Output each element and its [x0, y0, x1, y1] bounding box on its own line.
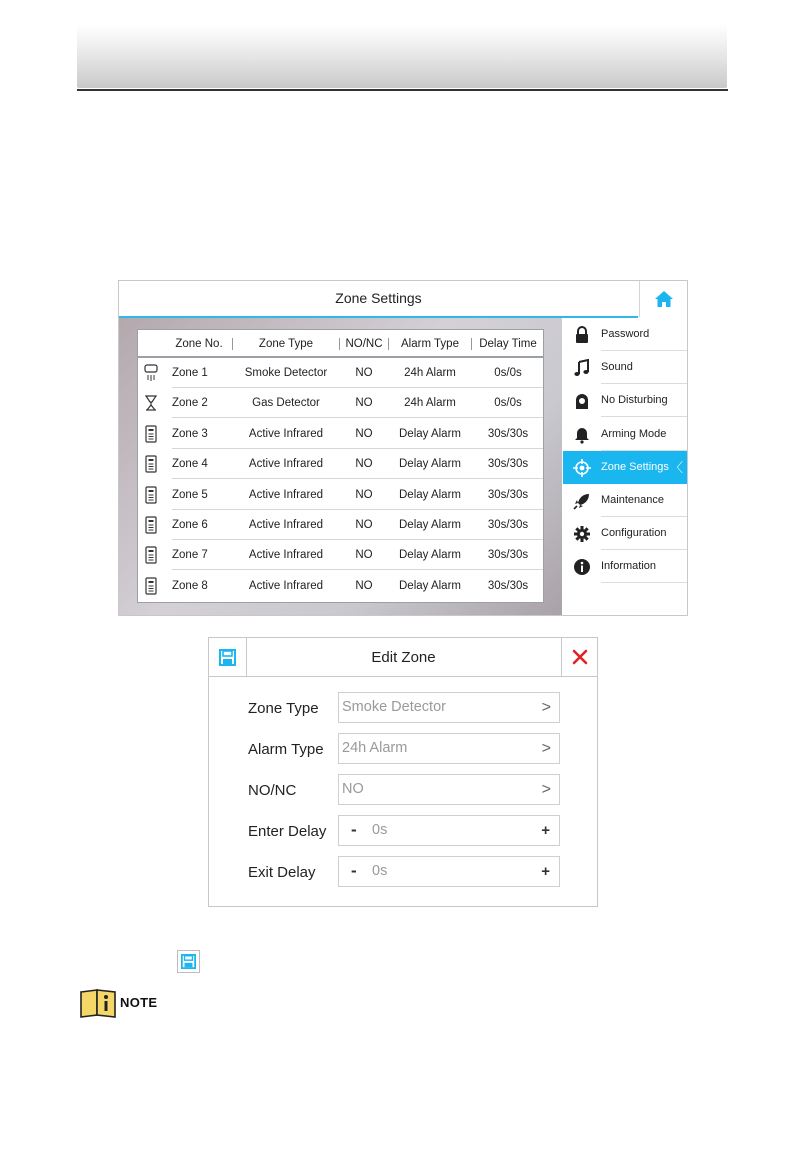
- lock-icon: [573, 326, 591, 344]
- alarm-type-cell: Delay Alarm: [399, 579, 461, 592]
- alarm-type-select[interactable]: [338, 733, 560, 764]
- gear-icon: [573, 525, 591, 543]
- zone-row[interactable]: [138, 540, 543, 570]
- nonc-cell: NO: [355, 367, 373, 379]
- zone-settings-titlebar: [119, 281, 638, 318]
- alarm-type-cell: Delay Alarm: [399, 549, 461, 562]
- no-disturb-icon: [573, 392, 591, 410]
- plus-button[interactable]: +: [541, 863, 550, 880]
- infrared-detector-icon: [144, 546, 158, 564]
- inline-save-icon: [177, 950, 200, 973]
- zone-type-label: Zone Type: [248, 700, 319, 717]
- zone-number-cell: Zone 2: [172, 397, 208, 410]
- infrared-detector-icon: [144, 516, 158, 534]
- alarm-type-cell: Delay Alarm: [399, 458, 461, 471]
- col-nonc: NO/NC: [345, 338, 383, 350]
- alarm-type-value: 24h Alarm: [342, 740, 408, 756]
- zone-row[interactable]: [138, 510, 543, 540]
- minus-button[interactable]: -: [351, 820, 357, 839]
- bell-icon: [573, 426, 591, 444]
- zone-settings-title: Zone Settings: [335, 290, 422, 306]
- dialog-divider: [209, 676, 597, 677]
- smoke-detector-icon: [144, 364, 158, 382]
- zone-number-cell: Zone 5: [172, 488, 208, 501]
- exit-delay-stepper[interactable]: [338, 856, 560, 887]
- col-delay-time: Delay Time: [479, 338, 537, 350]
- zone-number-cell: Zone 8: [172, 579, 208, 592]
- zone-type-cell: Gas Detector: [252, 397, 320, 410]
- chevron-right-icon: >: [541, 699, 551, 716]
- nonc-cell: NO: [355, 397, 373, 410]
- sidebar-item-label: Information: [601, 560, 657, 573]
- nonc-cell: NO: [355, 549, 373, 562]
- rocket-icon: [573, 492, 591, 510]
- delay-time-cell: 30s/30s: [487, 549, 529, 562]
- zone-row[interactable]: [138, 480, 543, 510]
- save-button[interactable]: [209, 638, 247, 676]
- note-label: NOTE: [120, 995, 158, 1010]
- zone-number-cell: Zone 4: [172, 458, 208, 471]
- zone-type-cell: Active Infrared: [248, 519, 324, 531]
- zone-table: [137, 329, 544, 603]
- sidebar-item-label: Sound: [601, 361, 633, 374]
- alarm-type-cell: 24h Alarm: [404, 397, 456, 410]
- delay-time-cell: 30s/30s: [487, 579, 529, 592]
- exit-delay-label: Exit Delay: [248, 864, 316, 881]
- enter-delay-stepper[interactable]: [338, 815, 560, 846]
- zone-type-cell: Active Infrared: [248, 458, 324, 471]
- zone-settings-screen: [118, 280, 688, 616]
- sidebar-item-label: Arming Mode: [601, 427, 667, 440]
- nonc-cell: NO: [355, 458, 373, 471]
- delay-time-cell: 0s/0s: [494, 367, 522, 379]
- sidebar-item-label: Zone Settings: [601, 460, 669, 473]
- delay-time-cell: 30s/30s: [487, 427, 529, 440]
- sidebar-item-information[interactable]: [563, 550, 687, 583]
- infrared-detector-icon: [144, 455, 158, 473]
- zone-type-cell: Smoke Detector: [244, 367, 328, 379]
- alarm-type-cell: 24h Alarm: [404, 367, 456, 379]
- zone-row[interactable]: [138, 571, 543, 601]
- delay-time-cell: 30s/30s: [487, 519, 529, 531]
- zone-type-cell: Active Infrared: [248, 427, 324, 440]
- nonc-cell: NO: [355, 579, 373, 592]
- header-divider: [388, 338, 389, 350]
- zone-type-cell: Active Infrared: [248, 488, 324, 501]
- enter-delay-label: Enter Delay: [248, 823, 327, 840]
- zone-type-select[interactable]: [338, 692, 560, 723]
- enter-delay-value: 0s: [372, 822, 388, 838]
- zone-type-cell: Active Infrared: [248, 579, 324, 592]
- note-book-icon: [79, 988, 119, 1018]
- chevron-right-icon: >: [541, 781, 551, 798]
- plus-button[interactable]: +: [541, 822, 550, 839]
- header-divider: [339, 338, 340, 350]
- zone-type-value: Smoke Detector: [342, 699, 446, 715]
- edit-zone-title: Edit Zone: [371, 649, 436, 666]
- home-icon: [654, 290, 674, 308]
- sidebar-item-label: Maintenance: [601, 494, 664, 506]
- nonc-cell: NO: [355, 519, 373, 531]
- delay-time-cell: 30s/30s: [487, 458, 529, 471]
- sidebar-item-no-disturbing[interactable]: [563, 384, 687, 417]
- col-alarm-type: Alarm Type: [401, 338, 459, 350]
- exit-delay-value: 0s: [372, 863, 388, 879]
- edit-zone-dialog: [208, 637, 598, 907]
- no-nc-label: NO/NC: [248, 782, 297, 799]
- alarm-type-label: Alarm Type: [248, 741, 324, 758]
- no-nc-select[interactable]: [338, 774, 560, 805]
- close-icon: [572, 649, 588, 665]
- alarm-type-cell: Delay Alarm: [399, 519, 461, 531]
- zone-number-cell: Zone 1: [172, 367, 208, 379]
- gas-detector-icon: [144, 394, 158, 412]
- no-nc-value: NO: [342, 781, 364, 797]
- save-icon: [219, 649, 236, 666]
- page-header-bar: [77, 24, 727, 88]
- music-note-icon: [573, 359, 591, 377]
- alarm-type-cell: Delay Alarm: [399, 488, 461, 501]
- header-rule: [77, 89, 728, 91]
- sidebar-item-label: Password: [601, 328, 650, 340]
- sidebar-divider: [601, 582, 687, 583]
- save-icon: [181, 954, 196, 969]
- zone-row[interactable]: [138, 419, 543, 449]
- header-divider: [471, 338, 472, 350]
- delay-time-cell: 0s/0s: [494, 397, 522, 410]
- infrared-detector-icon: [144, 486, 158, 504]
- zone-number-cell: Zone 3: [172, 427, 208, 440]
- home-button[interactable]: [639, 281, 688, 317]
- col-zone-type: Zone Type: [258, 338, 314, 350]
- note-callout: [79, 988, 158, 1018]
- close-button[interactable]: [561, 638, 598, 676]
- sidebar-item-password[interactable]: [563, 318, 687, 351]
- minus-button[interactable]: -: [351, 861, 357, 880]
- zone-number-cell: Zone 6: [172, 519, 208, 531]
- chevron-right-icon: >: [541, 740, 551, 757]
- settings-sidebar: [563, 318, 687, 615]
- chevron-left-icon: 〈: [669, 459, 683, 475]
- sidebar-item-maintenance[interactable]: [563, 484, 687, 517]
- nonc-cell: NO: [355, 427, 373, 440]
- sidebar-item-sound[interactable]: [563, 351, 687, 384]
- sidebar-item-label: Configuration: [601, 527, 667, 540]
- zone-target-icon: [573, 459, 591, 477]
- nonc-cell: NO: [355, 488, 373, 501]
- sidebar-item-label: No Disturbing: [601, 394, 668, 407]
- delay-time-cell: 30s/30s: [487, 488, 529, 501]
- sidebar-item-configuration[interactable]: [563, 517, 687, 550]
- info-icon: [573, 558, 591, 576]
- infrared-detector-icon: [144, 577, 158, 595]
- sidebar-item-arming-mode[interactable]: [563, 418, 687, 451]
- zone-row[interactable]: [138, 449, 543, 479]
- zone-number-cell: Zone 7: [172, 549, 208, 562]
- sidebar-item-zone-settings[interactable]: [563, 451, 687, 484]
- header-divider: [232, 338, 233, 350]
- zone-row[interactable]: [138, 388, 543, 418]
- infrared-detector-icon: [144, 425, 158, 443]
- zone-row[interactable]: [138, 358, 543, 388]
- zone-table-header: [138, 330, 543, 358]
- col-zone-no: Zone No.: [175, 338, 223, 350]
- alarm-type-cell: Delay Alarm: [399, 427, 461, 440]
- zone-type-cell: Active Infrared: [248, 549, 324, 562]
